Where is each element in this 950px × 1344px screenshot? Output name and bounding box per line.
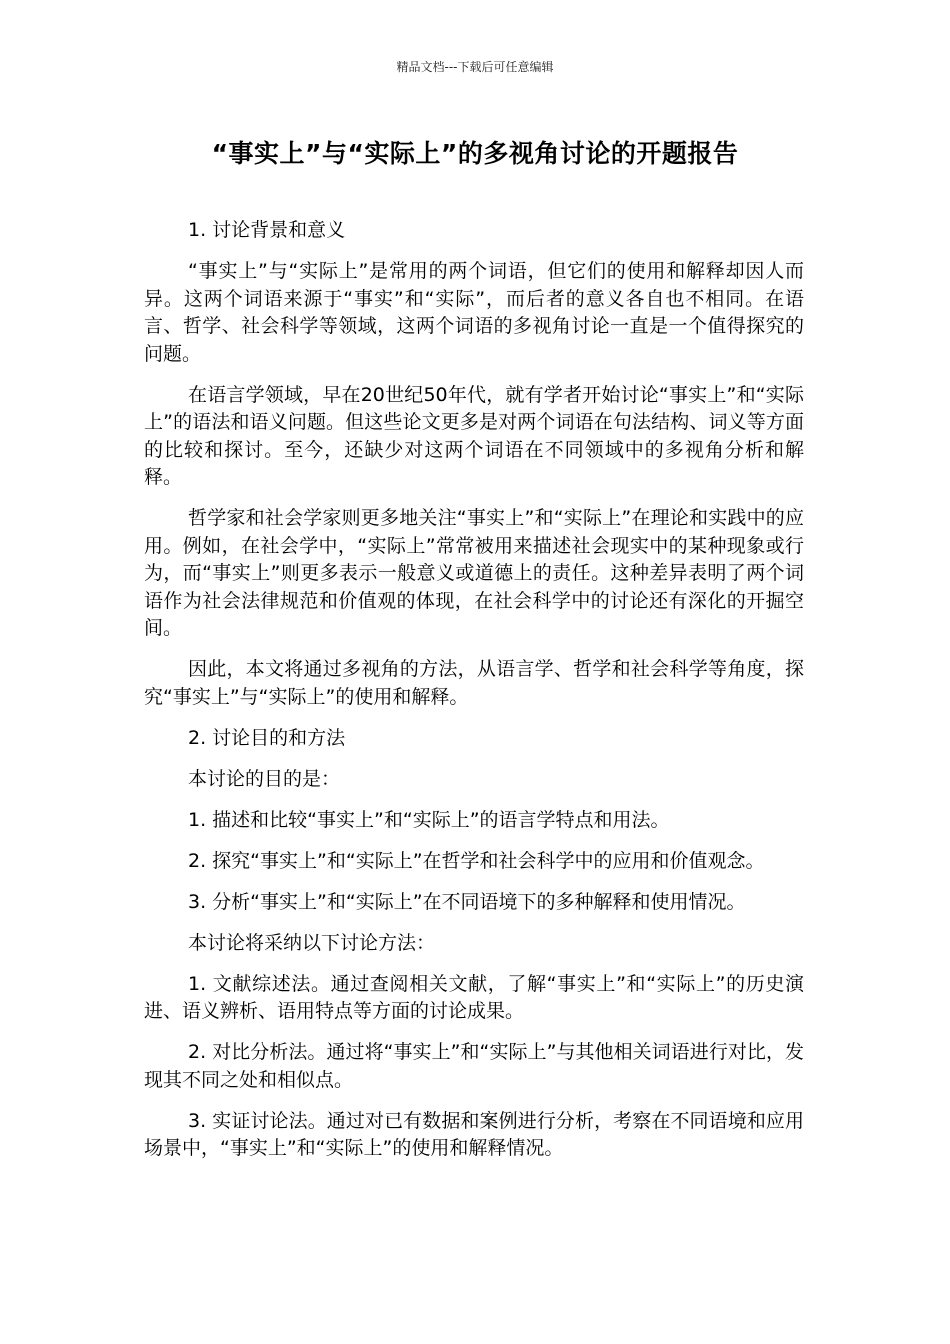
list-item: 2. 探究“事实上”和“实际上”在哲学和社会科学中的应用和价值观念。	[188, 849, 765, 872]
paragraph: 本讨论的目的是：	[188, 767, 341, 790]
document-body	[144, 217, 804, 1176]
paragraph: 在语言学领域，早在20世纪50年代，就有学者开始讨论“事实上”和“实际上”的语法和语义问题。但这些论文更多是对两个词语在句法结构、词义等方面的比较和探讨。至今，还缺少对这两个词语在不同领域中的多视角分析和解释。	[144, 383, 804, 488]
paragraph: “事实上”与“实际上”是常用的两个词语，但它们的使用和解释却因人而异。这两个词语来源于“事实”和“实际”，而后者的意义各自也不相同。在语言、哲学、社会科学等领域，这两个词语的多视角讨论一直是一个值得探究的问题。	[144, 260, 804, 365]
document-title: “事实上”与“实际上”的多视角讨论的开题报告	[211, 139, 739, 168]
list-item: 1. 文献综述法。通过查阅相关文献，了解“事实上”和“实际上”的历史演进、语义辨析、语用特点等方面的讨论成果。	[144, 972, 804, 1022]
list-item: 2. 对比分析法。通过将“事实上”和“实际上”与其他相关词语进行对比，发现其不同之处和相似点。	[144, 1041, 804, 1091]
list-item: 3. 分析“事实上”和“实际上”在不同语境下的多种解释和使用情况。	[188, 890, 746, 913]
paragraph: 本讨论将采纳以下讨论方法：	[188, 931, 436, 954]
section-heading-purpose: 2. 讨论目的和方法	[188, 726, 346, 749]
paragraph: 因此，本文将通过多视角的方法，从语言学、哲学和社会科学等角度，探究“事实上”与“实际上”的使用和解释。	[144, 658, 804, 708]
list-item: 3. 实证讨论法。通过对已有数据和案例进行分析，考察在不同语境和应用场景中，“事实上”和“实际上”的使用和解释情况。	[144, 1109, 804, 1159]
section-heading-background: 1. 讨论背景和意义	[188, 219, 346, 241]
header-note: 精品文档---下载后可任意编辑	[396, 60, 554, 74]
paragraph: 哲学家和社会学家则更多地关注“事实上”和“实际上”在理论和实践中的应用。例如，在社会学中，“实际上”常常被用来描述社会现实中的某种现象或行为，而“事实上”则更多表示一般意义或道德上的责任。这种差异表明了两个词语作为社会法律规范和价值观的体现，在社会科学中的讨论还有深化的开掘空间。	[144, 507, 804, 639]
list-item: 1. 描述和比较“事实上”和“实际上”的语言学特点和用法。	[188, 808, 670, 831]
